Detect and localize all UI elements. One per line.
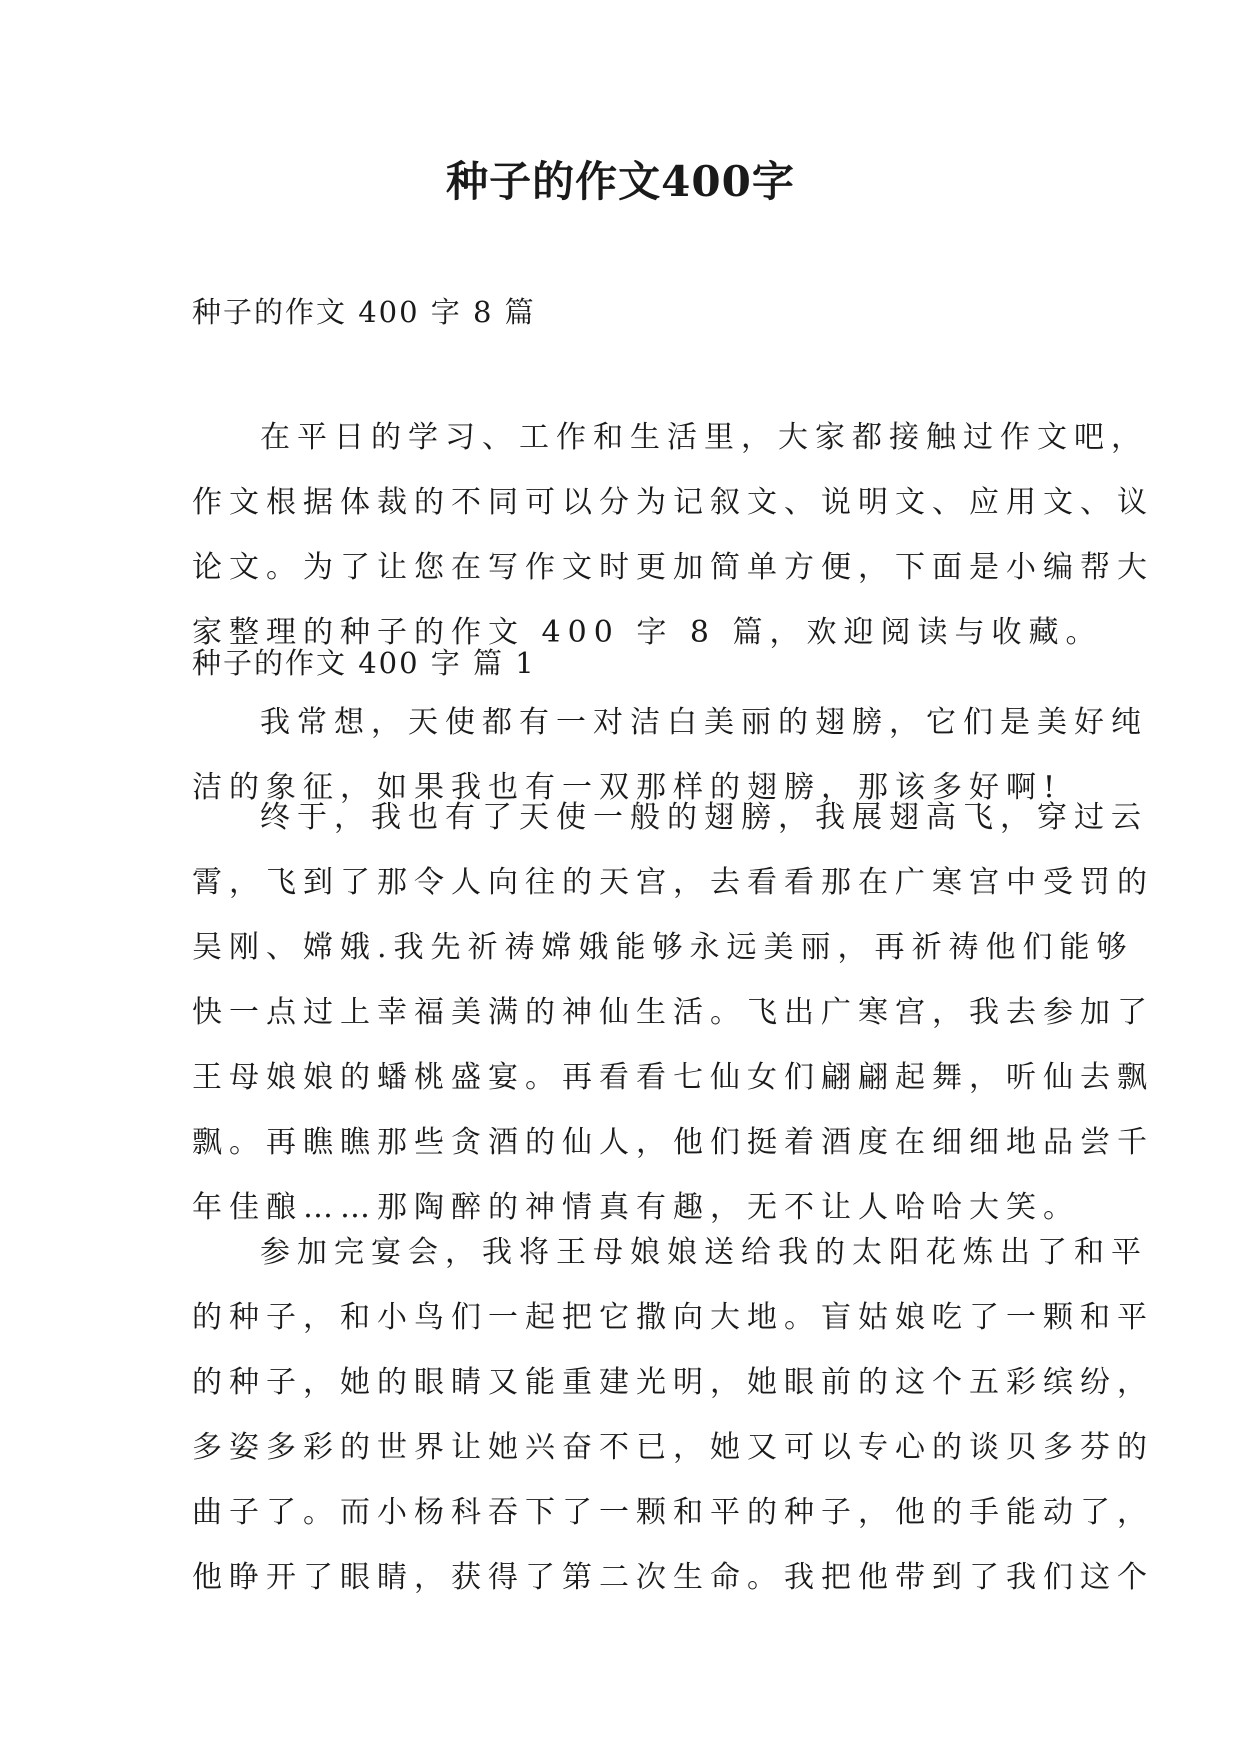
paragraph-line: 的种子，她的眼睛又能重建光明，她眼前的这个五彩缤纷， bbox=[192, 1365, 1154, 1400]
paragraph-line: 王母娘娘的蟠桃盛宴。再看看七仙女们翩翩起舞，听仙去飘 bbox=[192, 1060, 1154, 1095]
intro-paragraph bbox=[192, 405, 1154, 665]
paragraph-line: 我常想，天使都有一对洁白美丽的翅膀，它们是美好纯 bbox=[260, 705, 1148, 740]
intro-line: 在平日的学习、工作和生活里，大家都接触过作文吧， bbox=[260, 420, 1148, 455]
paragraph-line: 曲子了。而小杨科吞下了一颗和平的种子，他的手能动了， bbox=[192, 1495, 1154, 1530]
document-subtitle: 种子的作文 400 字 8 篇 bbox=[192, 295, 536, 329]
paragraph-line: 快一点过上幸福美满的神仙生活。飞出广寒宫，我去参加了 bbox=[192, 995, 1154, 1030]
paragraph-line: 参加完宴会，我将王母娘娘送给我的太阳花炼出了和平 bbox=[260, 1235, 1148, 1270]
paragraph-line: 飘。再瞧瞧那些贪酒的仙人，他们挺着酒度在细细地品尝千 bbox=[192, 1125, 1154, 1160]
paragraph-line: 他睁开了眼睛，获得了第二次生命。我把他带到了我们这个 bbox=[192, 1560, 1154, 1595]
paragraph-line: 霄，飞到了那令人向往的天宫，去看看那在广寒宫中受罚的 bbox=[192, 865, 1154, 900]
paragraph-2 bbox=[192, 785, 1154, 1240]
paragraph-line: 终于，我也有了天使一般的翅膀，我展翅高飞，穿过云 bbox=[260, 800, 1148, 835]
intro-line: 论文。为了让您在写作文时更加简单方便，下面是小编帮大 bbox=[192, 550, 1154, 585]
paragraph-line: 洁的象征，如果我也有一双那样的翅膀，那该多好啊! bbox=[192, 770, 1063, 805]
section-heading: 种子的作文 400 字 篇 1 bbox=[192, 646, 536, 680]
intro-line: 作文根据体裁的不同可以分为记叙文、说明文、应用文、议 bbox=[192, 485, 1154, 520]
paragraph-line: 吴刚、嫦娥.我先祈祷嫦娥能够永远美丽，再祈祷他们能够 bbox=[192, 930, 1134, 965]
paragraph-line: 年佳酿……那陶醉的神情真有趣，无不让人哈哈大笑。 bbox=[192, 1190, 1080, 1225]
paragraph-line: 的种子，和小鸟们一起把它撒向大地。盲姑娘吃了一颗和平 bbox=[192, 1300, 1154, 1335]
paragraph-line: 多姿多彩的世界让她兴奋不已，她又可以专心的谈贝多芬的 bbox=[192, 1430, 1154, 1465]
intro-line: 家整理的种子的作文 400 字 8 篇，欢迎阅读与收藏。 bbox=[192, 615, 1103, 650]
document-title: 种子的作文400字 bbox=[446, 157, 795, 206]
paragraph-3 bbox=[192, 1220, 1154, 1610]
